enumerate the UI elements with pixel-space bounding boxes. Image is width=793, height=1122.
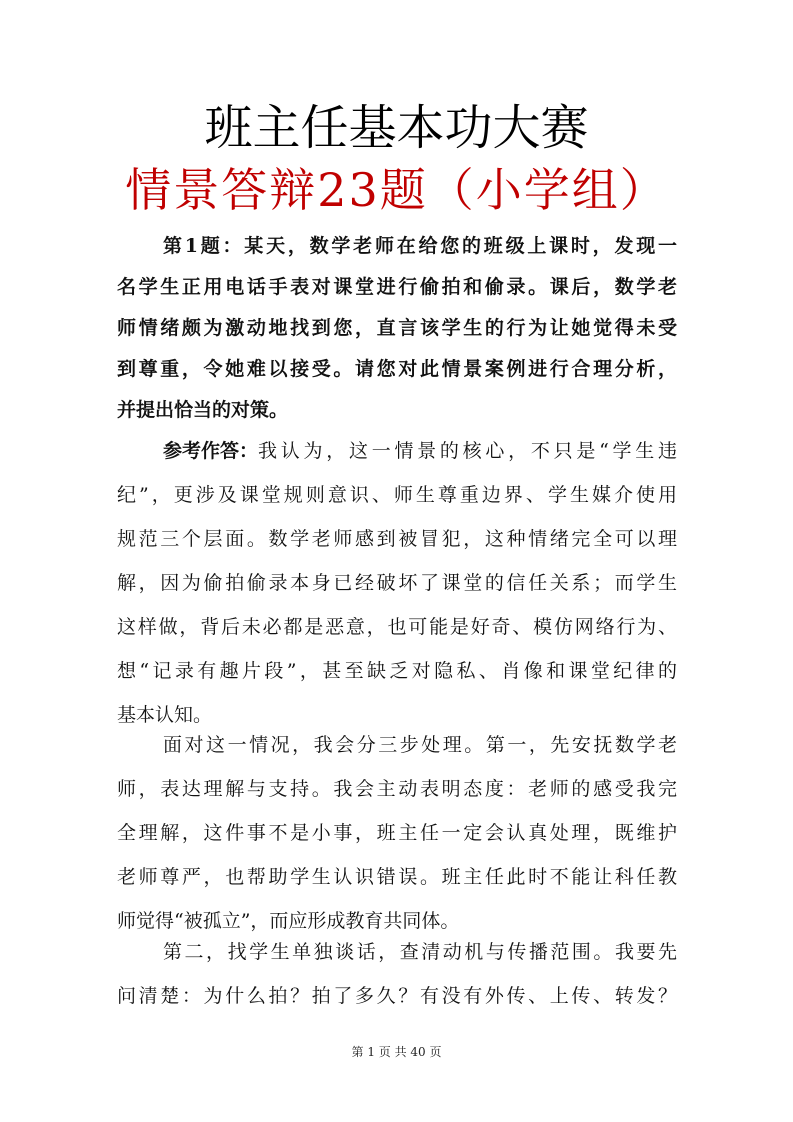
answer-line: 我认为，这一情景的核心，不只是“学生违 [258,440,677,462]
paragraph-line: 面对这一情况，我会分三步处理。第一，先安抚数学老 [163,734,677,756]
paragraph-3 [117,942,677,1006]
answer-line: 这样做，背后未必都是恶意，也可能是好奇、模仿网络行为、 [117,616,677,638]
paragraph-line: 第二，找学生单独谈话，查清动机与传播范围。我要先 [163,941,677,963]
answer-line: 基本认知。 [117,704,213,726]
paragraph-line: 师，表达理解与支持。我会主动表明态度：老师的感受我完 [117,778,677,800]
answer-line: 规范三个层面。数学老师感到被冒犯，这种情绪完全可以理 [117,528,677,550]
question-line: 并提出恰当的对策。 [117,399,289,421]
paragraph-line: 老师尊严，也帮助学生认识错误。班主任此时不能让科任教 [117,866,677,888]
paragraph-line: 师觉得“被孤立”，而应形成教育共同体。 [117,910,460,932]
answer-label: 参考作答： [163,440,259,462]
question-line: 名学生正用电话手表对课堂进行偷拍和偷录。课后，数学老 [117,276,677,298]
answer-paragraph [117,441,677,725]
answer-line: 想“记录有趣片段”，甚至缺乏对隐私、肖像和课堂纪律的 [117,660,677,682]
answer-first-line [117,441,677,461]
answer-line: 纪”，更涉及课堂规则意识、师生尊重边界、学生媒介使用 [117,484,677,506]
document-subtitle: 情景答辩23题（小学组） [125,163,668,217]
document-title: 班主任基本功大赛 [204,100,589,156]
question-line: 到尊重，令她难以接受。请您对此情景案例进行合理分析， [117,358,677,380]
paragraph-2 [117,735,677,931]
page-number: 第 1 页 共 40 页 [351,1045,442,1059]
question-paragraph [117,236,677,420]
paragraph-line: 问清楚：为什么拍？拍了多久？有没有外传、上传、转发？ [117,985,677,1007]
answer-line: 解，因为偷拍偷录本身已经破坏了课堂的信任关系；而学生 [117,572,677,594]
question-line: 师情绪颇为激动地找到您，直言该学生的行为让她觉得未受 [117,317,677,339]
paragraph-line: 全理解，这件事不是小事，班主任一定会认真处理，既维护 [117,822,677,844]
question-line: 第1题：某天，数学老师在给您的班级上课时，发现一 [163,235,677,257]
